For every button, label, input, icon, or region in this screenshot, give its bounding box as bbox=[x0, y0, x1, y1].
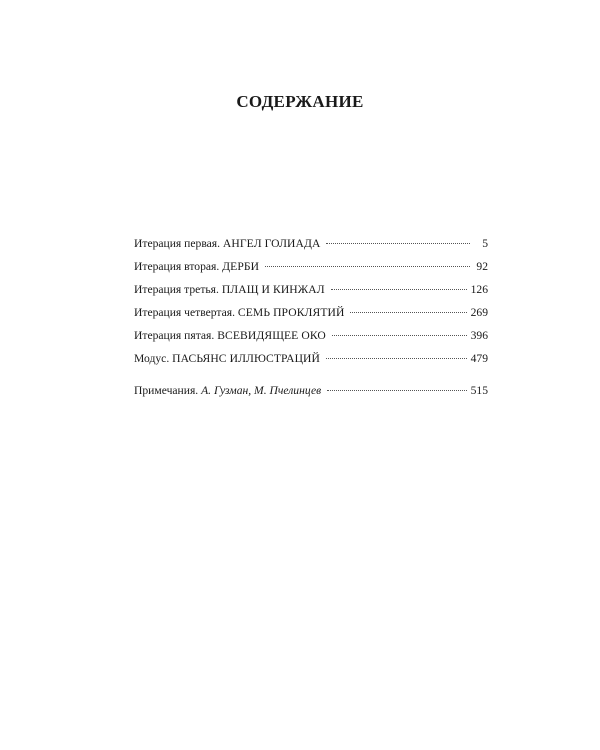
toc-entry-prefix: Итерация пятая. bbox=[134, 329, 215, 342]
toc-entry-label bbox=[134, 347, 320, 370]
toc-entry-label bbox=[134, 301, 344, 324]
leader-dots bbox=[326, 243, 470, 244]
toc-entry bbox=[134, 301, 488, 324]
leader-dots bbox=[326, 358, 467, 359]
toc-entry-page: 5 bbox=[482, 237, 488, 250]
leader-dots bbox=[350, 312, 466, 313]
toc-entry-notes bbox=[134, 379, 488, 402]
leader-dots bbox=[327, 390, 466, 391]
toc-entry-title: ПЛАЩ И КИНЖАЛ bbox=[221, 283, 325, 296]
toc-entry-prefix: Итерация третья. bbox=[134, 283, 219, 296]
toc-entry bbox=[134, 347, 488, 370]
toc-entry bbox=[134, 278, 488, 301]
page-title: СОДЕРЖАНИЕ bbox=[236, 92, 364, 111]
toc-entry-label bbox=[134, 232, 320, 255]
leader-dots bbox=[332, 335, 467, 336]
toc-entry-label bbox=[134, 379, 321, 402]
toc-entry-label bbox=[134, 255, 259, 278]
toc-entry-page: 92 bbox=[476, 260, 488, 273]
toc-entry-title: ПАСЬЯНС ИЛЛЮСТРАЦИЙ bbox=[172, 352, 321, 365]
toc-entry-prefix: Примечания. bbox=[134, 384, 199, 397]
toc-entry-prefix: Итерация вторая. bbox=[134, 260, 220, 273]
toc-entry-page: 479 bbox=[470, 352, 488, 365]
toc-entry-prefix: Модус. bbox=[134, 352, 170, 365]
toc-entry bbox=[134, 232, 488, 255]
toc-entry-page: 396 bbox=[470, 329, 488, 342]
toc-entry-page: 126 bbox=[470, 283, 488, 296]
table-of-contents bbox=[134, 232, 488, 402]
toc-entry-prefix: Итерация четвертая. bbox=[134, 306, 235, 319]
toc-entry-title: ВСЕВИДЯЩЕЕ ОКО bbox=[217, 329, 326, 342]
toc-entry-label bbox=[134, 324, 326, 347]
leader-dots bbox=[331, 289, 467, 290]
toc-entry-prefix: Итерация первая. bbox=[134, 237, 221, 250]
toc-entry-title: АНГЕЛ ГОЛИАДА bbox=[222, 237, 321, 250]
leader-dots bbox=[265, 266, 470, 267]
toc-entry-title: ДЕРБИ bbox=[222, 260, 260, 273]
toc-entry-page: 269 bbox=[470, 306, 488, 319]
toc-entry bbox=[134, 255, 488, 278]
toc-entry-page: 515 bbox=[470, 384, 488, 397]
toc-entry-authors: А. Гузман, М. Пчелинцев bbox=[201, 384, 322, 397]
toc-entry-title: СЕМЬ ПРОКЛЯТИЙ bbox=[237, 306, 345, 319]
toc-entry bbox=[134, 324, 488, 347]
toc-entry-label bbox=[134, 278, 325, 301]
